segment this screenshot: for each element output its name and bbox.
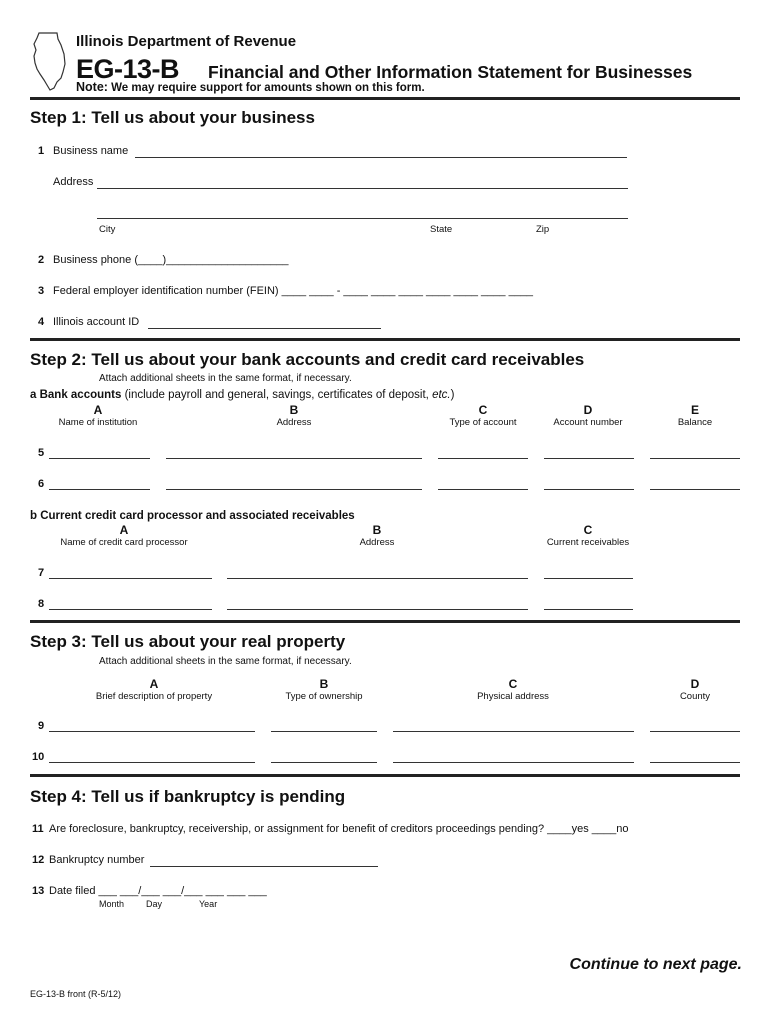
month-label: Month <box>99 899 125 909</box>
illinois-account-field[interactable] <box>148 328 381 329</box>
state-label: State <box>430 224 453 235</box>
prop-row9-ownership[interactable] <box>271 731 377 732</box>
bank-row6-account[interactable] <box>544 489 634 490</box>
step3-rule <box>30 620 740 623</box>
line9-number: 9 <box>38 720 45 732</box>
business-phone-field[interactable]: Business phone (____)____________________ <box>53 254 289 266</box>
bankruptcy-number-label: Bankruptcy number <box>49 854 145 866</box>
line2-number: 2 <box>38 254 45 266</box>
prop-col-d-letter: D <box>690 677 700 691</box>
form-note <box>76 80 425 94</box>
bank-accounts-label: a Bank accounts <box>30 389 122 401</box>
city-label: City <box>99 224 116 235</box>
agency-name: Illinois Department of Revenue <box>76 33 297 50</box>
cc-col-a-letter: A <box>119 523 129 537</box>
cc-row7-receivables[interactable] <box>544 578 633 579</box>
prop-row9-county[interactable] <box>650 731 740 732</box>
cc-row8-receivables[interactable] <box>544 609 633 610</box>
prop-col-a-label: Brief description of property <box>95 691 213 702</box>
line4-number: 4 <box>38 316 45 328</box>
bankruptcy-number-field[interactable] <box>150 866 378 867</box>
step2-attach-note: Attach additional sheets in the same format, if necessary. <box>99 373 352 384</box>
bank-col-e-letter: E <box>690 403 699 417</box>
bank-col-a-letter: A <box>93 403 103 417</box>
prop-row9-address[interactable] <box>393 731 634 732</box>
prop-col-c-label: Physical address <box>477 691 549 702</box>
bank-accounts-heading <box>30 389 454 401</box>
bankruptcy-pending-question[interactable]: Are foreclosure, bankruptcy, receivership, or assignment for benefit of creditors proceedings pending? ____yes ____no <box>49 823 629 835</box>
step4-title: Step 4: Tell us if bankruptcy is pending <box>30 787 346 806</box>
address-field[interactable] <box>97 188 628 189</box>
step2-title: Step 2: Tell us about your bank accounts and credit card receivables <box>30 350 585 369</box>
bank-row5-balance[interactable] <box>650 458 740 459</box>
note-text: We may require support for amounts shown on this form. <box>111 82 425 94</box>
line3-number: 3 <box>38 285 45 297</box>
bank-accounts-desc: (include payroll and general, savings, certificates of deposit, <box>121 389 433 401</box>
header-rule <box>30 97 740 100</box>
bank-row5-address[interactable] <box>166 458 422 459</box>
prop-col-b-letter: B <box>319 677 329 691</box>
bank-col-b-letter: B <box>289 403 299 417</box>
fein-field[interactable]: Federal employer identification number (FEIN) ____ ____ - ____ ____ ____ ____ ____ ____ ____ <box>53 285 534 297</box>
form-revision: EG-13-B front (R-5/12) <box>30 989 122 999</box>
business-name-label: Business name <box>53 145 129 157</box>
form-title: Financial and Other Information Statement for Businesses <box>208 62 693 82</box>
cc-col-a-label: Name of credit card processor <box>60 537 188 548</box>
prop-row10-address[interactable] <box>393 762 634 763</box>
cc-col-b-letter: B <box>372 523 382 537</box>
bank-row6-type[interactable] <box>438 489 528 490</box>
step2-rule <box>30 338 740 341</box>
bank-row5-type[interactable] <box>438 458 528 459</box>
bank-col-a-label: Name of institution <box>58 417 138 428</box>
cc-col-c-label: Current receivables <box>546 537 630 548</box>
prop-col-c-letter: C <box>508 677 518 691</box>
line6-number: 6 <box>38 478 45 490</box>
prop-row10-description[interactable] <box>49 762 255 763</box>
city-state-zip-field[interactable] <box>97 218 628 219</box>
line1-number: 1 <box>38 145 45 157</box>
step4-rule <box>30 774 740 777</box>
line13-number: 13 <box>32 885 45 897</box>
line10-number: 10 <box>32 751 45 763</box>
prop-col-b-label: Type of ownership <box>285 691 363 702</box>
day-label: Day <box>146 899 163 909</box>
prop-col-a-letter: A <box>149 677 159 691</box>
address-label: Address <box>53 176 94 188</box>
step1-title: Step 1: Tell us about your business <box>30 108 315 127</box>
bank-row5-institution[interactable] <box>49 458 150 459</box>
bank-row5-account[interactable] <box>544 458 634 459</box>
note-label: Note: <box>76 80 108 94</box>
zip-label: Zip <box>536 224 550 235</box>
line7-number: 7 <box>38 567 45 579</box>
prop-row9-description[interactable] <box>49 731 255 732</box>
bank-col-c-letter: C <box>478 403 488 417</box>
bank-col-b-label: Address <box>276 417 312 428</box>
step3-title: Step 3: Tell us about your real property <box>30 632 346 651</box>
line8-number: 8 <box>38 598 45 610</box>
year-label: Year <box>199 899 218 909</box>
bank-col-e-label: Balance <box>677 417 713 428</box>
form-number: EG-13-B <box>76 54 180 84</box>
bank-col-c-label: Type of account <box>449 417 517 428</box>
date-filed-field[interactable]: Date filed ___ ___/___ ___/___ ___ ___ ___ <box>49 885 267 897</box>
business-name-field[interactable] <box>135 157 627 158</box>
illinois-map-logo <box>30 30 70 92</box>
bank-row6-balance[interactable] <box>650 489 740 490</box>
bank-col-d-letter: D <box>583 403 593 417</box>
continue-note: Continue to next page. <box>569 956 742 973</box>
step3-attach-note: Attach additional sheets in the same format, if necessary. <box>99 656 352 667</box>
cc-col-b-label: Address <box>359 537 395 548</box>
bank-col-d-label: Account number <box>553 417 623 428</box>
bank-accounts-close: ) <box>450 389 455 401</box>
prop-row10-ownership[interactable] <box>271 762 377 763</box>
illinois-account-label: Illinois account ID <box>53 316 140 328</box>
bank-row6-address[interactable] <box>166 489 422 490</box>
cc-row7-processor[interactable] <box>49 578 212 579</box>
cc-row8-processor[interactable] <box>49 609 212 610</box>
line12-number: 12 <box>32 854 45 866</box>
prop-row10-county[interactable] <box>650 762 740 763</box>
cc-col-c-letter: C <box>583 523 593 537</box>
credit-card-heading: b Current credit card processor and associated receivables <box>30 510 355 522</box>
bank-accounts-etc: etc. <box>432 389 451 401</box>
cc-row7-address[interactable] <box>227 578 528 579</box>
cc-row8-address[interactable] <box>227 609 528 610</box>
bank-row6-institution[interactable] <box>49 489 150 490</box>
line5-number: 5 <box>38 447 45 459</box>
prop-col-d-label: County <box>679 691 711 702</box>
line11-number: 11 <box>32 823 44 835</box>
